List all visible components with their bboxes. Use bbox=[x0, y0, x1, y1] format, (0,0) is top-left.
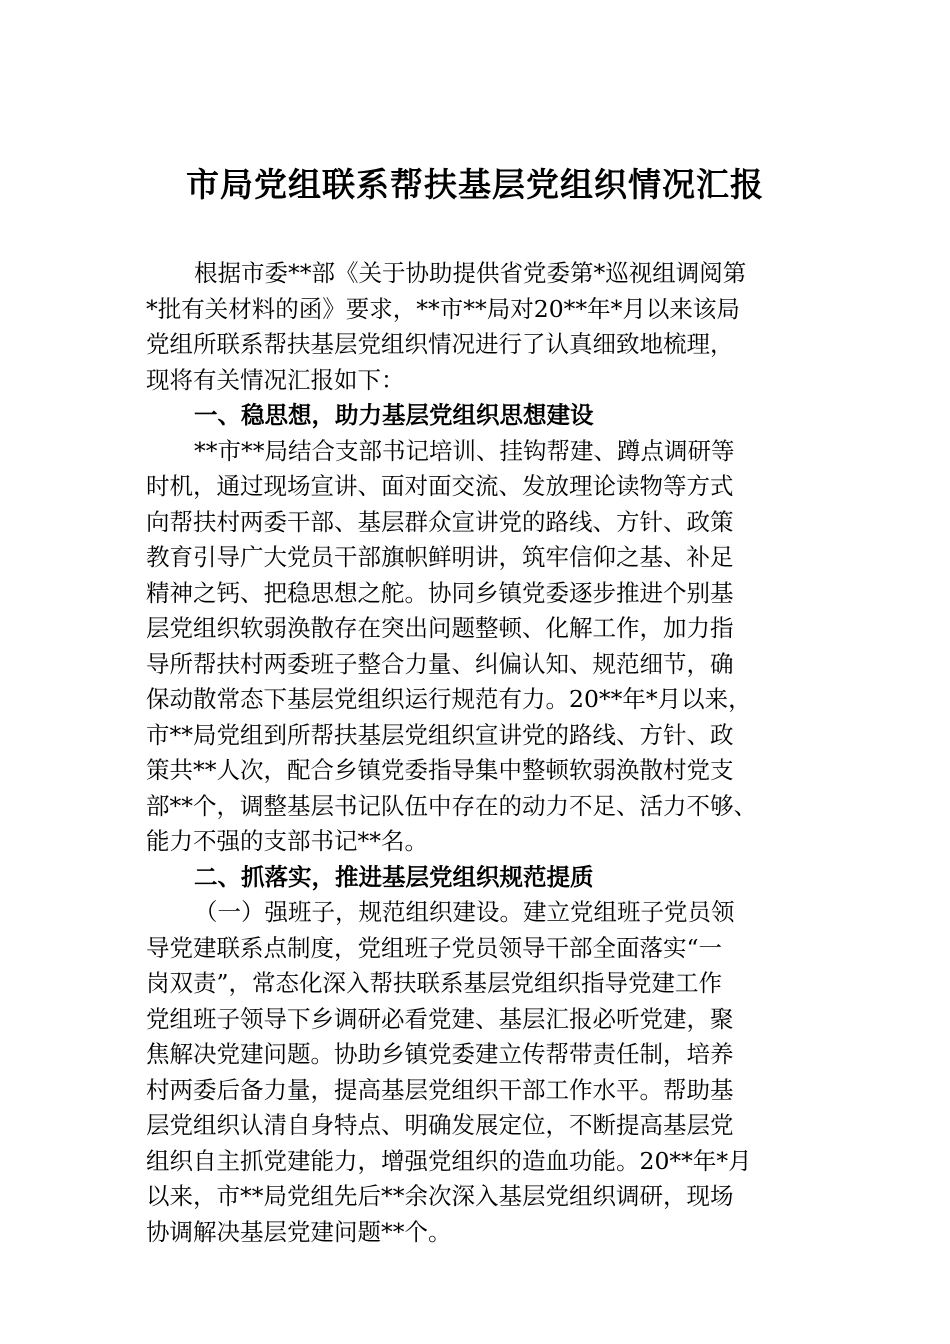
paragraph-line: *批有关材料的函》要求，**市**局对20**年*月以来该局 bbox=[146, 294, 740, 323]
paragraph-line: 部**个，调整基层书记队伍中存在的动力不足、活力不够、 bbox=[146, 791, 757, 820]
paragraph-line: 层党组织软弱涣散存在突出问题整顿、化解工作，加力指 bbox=[146, 614, 734, 642]
paragraph-line: 能力不强的支部书记**名。 bbox=[146, 827, 428, 855]
paragraph-line: 市**局党组到所帮扶基层党组织宣讲党的路线、方针、政 bbox=[146, 720, 734, 749]
paragraph-line: 党组班子领导下乡调研必看党建、基层汇报必听党建，聚 bbox=[146, 1004, 734, 1033]
paragraph-line: **市**局结合支部书记培训、挂钩帮建、蹲点调研等 bbox=[194, 436, 735, 465]
paragraph-line: 焦解决党建问题。协助乡镇党委建立传帮带责任制，培养 bbox=[146, 1040, 734, 1068]
paragraph-line: 保动散常态下基层党组织运行规范有力。20**年*月以来， bbox=[146, 685, 752, 713]
paragraph-line: 现将有关情况汇报如下： bbox=[146, 365, 405, 394]
paragraph-line: 岗双责”，常态化深入帮扶联系基层党组织指导党建工作 bbox=[146, 969, 723, 997]
paragraph-line: 精神之钙、把稳思想之舵。协同乡镇党委逐步推进个别基 bbox=[146, 578, 734, 607]
paragraph-line: 向帮扶村两委干部、基层群众宣讲党的路线、方针、政策 bbox=[146, 507, 734, 536]
paragraph-line: （一）强班子，规范组织建设。建立党组班子党员领 bbox=[194, 898, 735, 926]
section-heading: 二、抓落实，推进基层党组织规范提质 bbox=[194, 862, 594, 891]
paragraph-line: 层党组织认清自身特点、明确发展定位，不断提高基层党 bbox=[146, 1111, 734, 1139]
paragraph-line: 村两委后备力量，提高基层党组织干部工作水平。帮助基 bbox=[146, 1075, 734, 1104]
paragraph-line: 导所帮扶村两委班子整合力量、纠偏认知、规范细节，确 bbox=[146, 649, 734, 678]
paragraph-line: 组织自主抓党建能力，增强党组织的造血功能。20**年*月 bbox=[146, 1146, 752, 1175]
paragraph-line: 以来，市**局党组先后**余次深入基层党组织调研，现场 bbox=[146, 1182, 734, 1210]
document-body bbox=[146, 256, 826, 1250]
paragraph-line: 时机，通过现场宣讲、面对面交流、发放理论读物等方式 bbox=[146, 472, 734, 500]
paragraph-line: 协调解决基层党建问题**个。 bbox=[146, 1217, 452, 1246]
document-title: 市局党组联系帮扶基层党组织情况汇报 bbox=[186, 165, 764, 204]
paragraph-line: 策共**人次，配合乡镇党委指导集中整顿软弱涣散村党支 bbox=[146, 756, 734, 784]
paragraph-line: 教育引导广大党员干部旗帜鲜明讲，筑牢信仰之基、补足 bbox=[146, 543, 734, 571]
paragraph-line: 根据市委**部《关于协助提供省党委第*巡视组调阅第 bbox=[194, 259, 747, 287]
section-heading: 一、稳思想，助力基层党组织思想建设 bbox=[194, 401, 594, 429]
paragraph-line: 导党建联系点制度，党组班子党员领导干部全面落实“一 bbox=[146, 933, 723, 962]
paragraph-line: 党组所联系帮扶基层党组织情况进行了认真细致地梳理， bbox=[146, 330, 734, 358]
